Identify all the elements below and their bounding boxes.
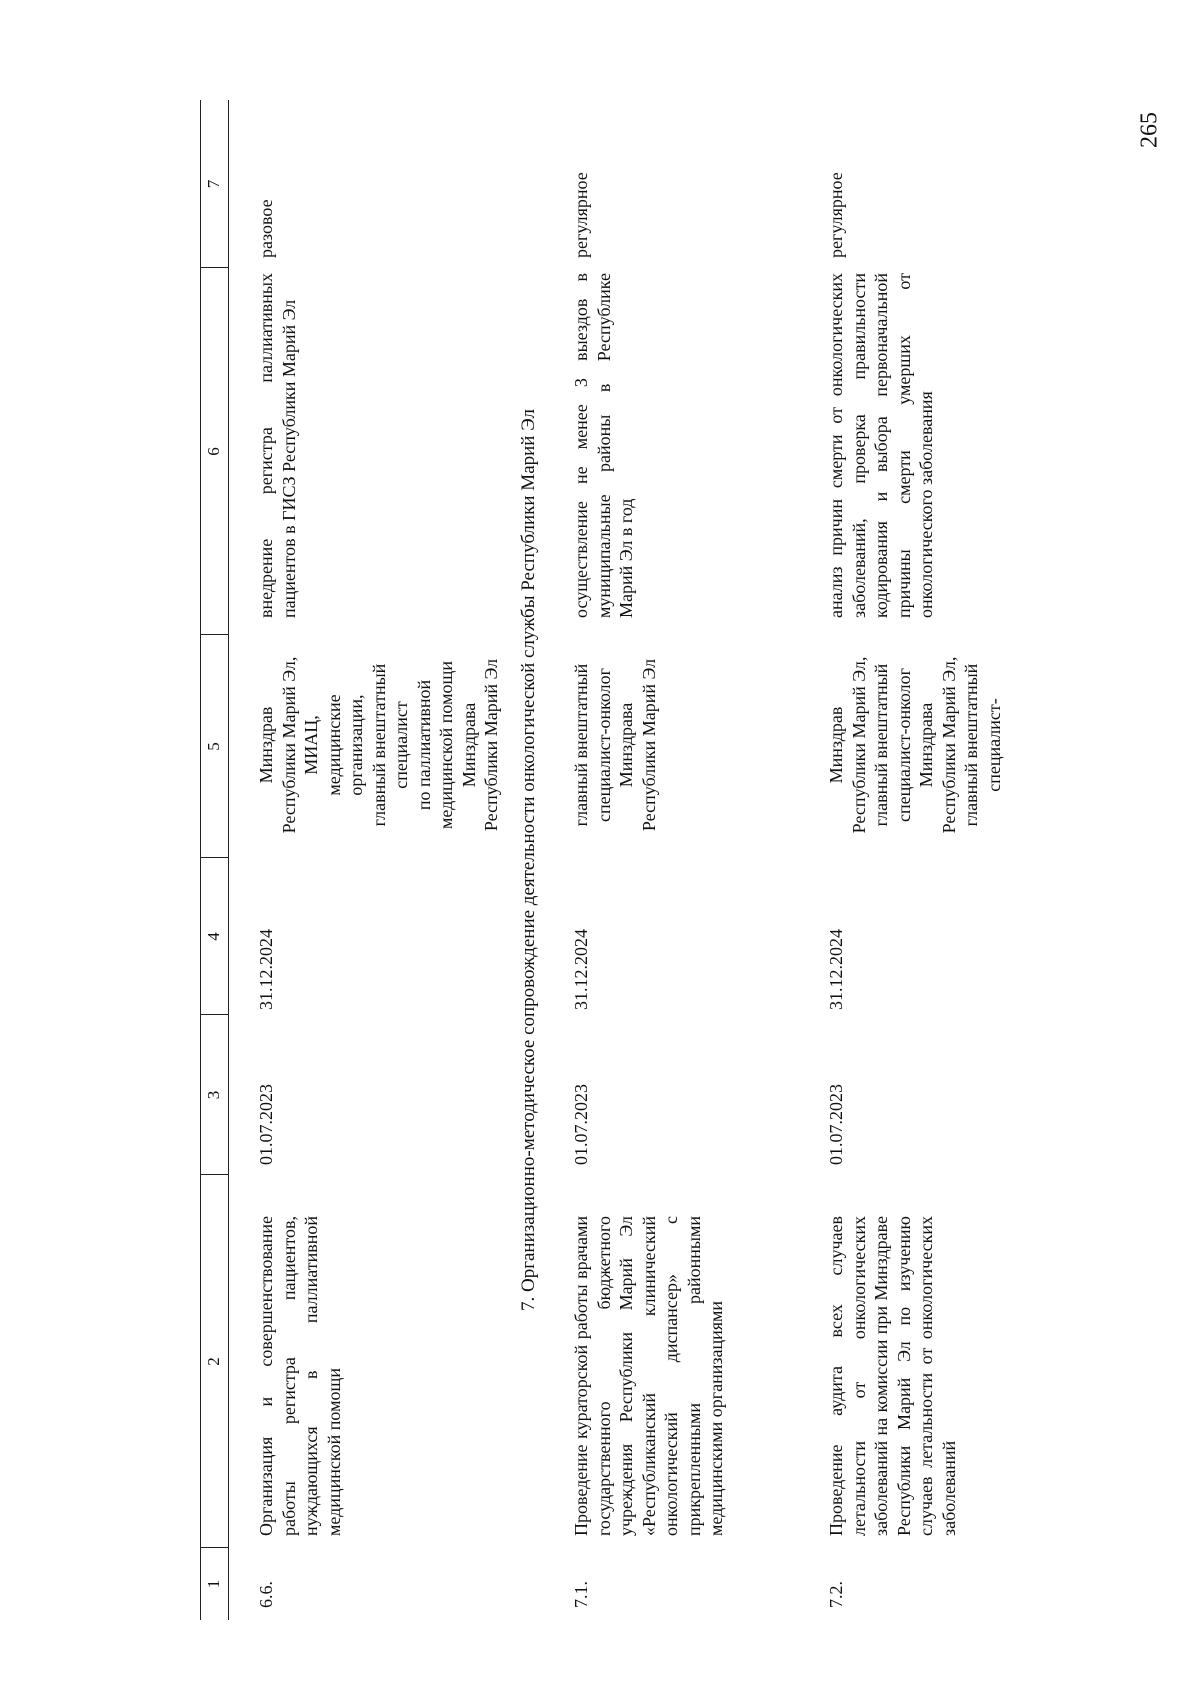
row-result: анализ причин смерти от онкологических заболеваний, проверка правильности кодирования и выбора первоначальной причины смерти умерших от онкологического заболевания — [826, 273, 936, 618]
row-responsible: Минздрав Республики Марий Эл, МИАЦ, медицинские организации, главный внештатный специалист по паллиативной медицинской помощи Минздрава Республики Марий Эл — [256, 656, 501, 834]
row-event: Проведение кураторской работы врачами государственного бюджетного учреждения Республики Марий Эл «Республиканский клинический онкологический диспансер» с прикрепленными районными медицинскими организациями — [571, 1216, 726, 1536]
row-result: осуществление не менее 3 выездов в муниципальные районы в Республике Марий Эл в год — [571, 273, 636, 618]
row-event: Проведение аудита всех случаев летальности от онкологических заболеваний на комиссии при Минздраве Республики Марий Эл по изучению случаев летальности от онкологических заболеваний — [826, 1216, 959, 1536]
column-header: 4 — [204, 932, 223, 941]
header-bottom-border — [228, 100, 229, 1620]
page-number: 265 — [1136, 112, 1163, 148]
column-header: 5 — [204, 742, 223, 751]
document-sheet — [200, 100, 1060, 1620]
row-frequency: регулярное — [826, 172, 846, 258]
row-number: 6.6. — [256, 1581, 276, 1608]
column-header: 7 — [204, 179, 223, 189]
row-end-date: 31.12.2024 — [826, 929, 846, 1010]
section-title: 7. Организационно-методическое сопровождение деятельности онкологической службы Республики Марий Эл — [518, 409, 539, 1312]
row-event: Организация и совершенствование работы регистра пациентов, нуждающихся в паллиативной медицинской помощи — [256, 1216, 344, 1536]
row-start-date: 01.07.2023 — [826, 1084, 846, 1165]
row-end-date: 31.12.2024 — [571, 929, 591, 1010]
column-header: 2 — [204, 1357, 223, 1366]
row-responsible: Минздрав Республики Марий Эл, главный внештатный специалист-онколог Минздрава Республики Марий Эл, главный внештатный специалист- — [826, 656, 1004, 834]
column-header: 6 — [204, 447, 223, 456]
row-result: внедрение регистра паллиативных пациентов в ГИСЗ Республики Марий Эл — [256, 273, 299, 618]
row-responsible: главный внештатный специалист-онколог Минздрава Республики Марий Эл — [571, 658, 659, 832]
row-start-date: 01.07.2023 — [256, 1084, 276, 1165]
row-number: 7.2. — [826, 1581, 846, 1608]
row-end-date: 31.12.2024 — [256, 929, 276, 1010]
row-start-date: 01.07.2023 — [571, 1084, 591, 1165]
row-frequency: разовое — [256, 199, 276, 258]
column-header: 1 — [204, 1579, 223, 1589]
row-frequency: регулярное — [571, 172, 591, 258]
row-number: 7.1. — [571, 1581, 591, 1608]
column-header: 3 — [204, 1090, 223, 1100]
